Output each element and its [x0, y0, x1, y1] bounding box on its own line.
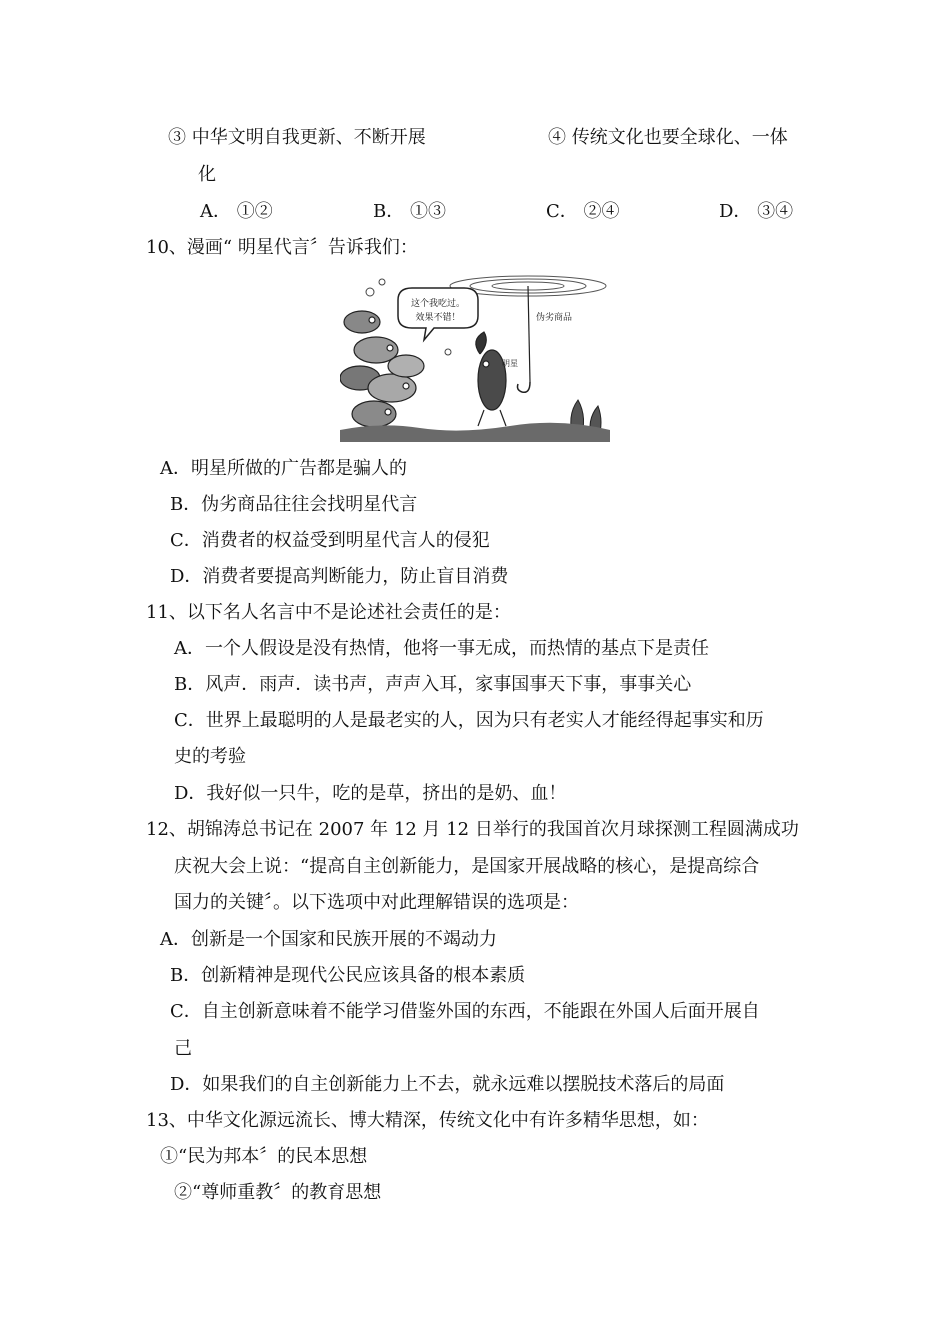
choice-value: ②④ [583, 201, 620, 222]
hook-label: 伪劣商品 [536, 313, 573, 323]
q12-option-c[interactable]: C．自主创新意味着不能学习借鉴外国的东西，不能跟在外国人后面开展自 [170, 1001, 760, 1022]
q11-option-d[interactable]: D．我好似一只牛，吃的是草，挤出的是奶、血！ [174, 783, 567, 804]
q11-option-c-continuation: 史的考验 [174, 746, 246, 767]
q13-item-2: ②“尊师重教〞的教育思想 [174, 1182, 382, 1203]
q10-option-c[interactable]: C．消费者的权益受到明星代言人的侵犯 [170, 530, 490, 551]
choice-letter: D． [719, 201, 752, 222]
speech-line-2: 效果不错！ [415, 313, 461, 323]
q11-option-a[interactable]: A．一个人假设是没有热情，他将一事无成，而热情的基点下是责任 [174, 638, 709, 659]
q13-stem: 13、中华文化源远流长、博大精深，传统文化中有许多精华思想，如： [146, 1110, 709, 1131]
q9-item-3: ③ 中华文明自我更新、不断开展 [168, 127, 426, 148]
q12-option-d[interactable]: D．如果我们的自主创新能力上不去，就永远难以摆脱技术落后的局面 [170, 1074, 725, 1095]
q10-option-d[interactable]: D．消费者要提高判断能力，防止盲目消费 [170, 566, 509, 587]
q10-stem: 10、漫画“ 明星代言〞告诉我们： [146, 237, 418, 258]
q9-choice-b[interactable] [373, 200, 446, 224]
q11-option-b[interactable]: B．风声．雨声．读书声，声声入耳，家事国事天下事，事事关心 [174, 674, 692, 695]
q9-item-4: ④ 传统文化也要全球化、一体 [548, 127, 788, 148]
q11-option-c[interactable]: C．世界上最聪明的人是最老实的人，因为只有老实人才能经得起事实和历 [174, 710, 764, 731]
q10-option-b[interactable]: B．伪劣商品往往会找明星代言 [170, 494, 418, 515]
q13-item-1: ①“民为邦本〞的民本思想 [160, 1146, 368, 1167]
q12-option-c-continuation: 己 [174, 1038, 192, 1059]
q9-choice-d[interactable] [719, 200, 793, 224]
choice-letter: B． [373, 201, 405, 222]
choice-letter: A． [200, 201, 231, 222]
q9-choice-c[interactable] [546, 200, 620, 224]
choice-value: ①③ [409, 201, 446, 222]
star-endorsement-cartoon [340, 270, 610, 442]
choice-value: ③④ [757, 201, 794, 222]
q12-option-b[interactable]: B．创新精神是现代公民应该具备的根本素质 [170, 965, 526, 986]
q12-stem-line-2: 庆祝大会上说：“提高自主创新能力，是国家开展战略的核心，是提高综合 [174, 856, 760, 877]
star-label: 明星 [502, 359, 518, 368]
choice-letter: C． [546, 201, 578, 222]
q12-option-a[interactable]: A．创新是一个国家和民族开展的不竭动力 [160, 929, 497, 950]
q9-choice-a[interactable] [200, 200, 273, 224]
speech-line-1: 这个我吃过。 [410, 299, 466, 309]
q10-option-a[interactable]: A．明星所做的广告都是骗人的 [160, 458, 407, 479]
q12-stem-line-3: 国力的关键〞。以下选项中对此理解错误的选项是： [174, 892, 579, 913]
q9-item-4-continuation: 化 [198, 164, 216, 185]
q12-stem-line-1: 12、胡锦涛总书记在 2007 年 12 月 12 日举行的我国首次月球探测工程圆满成功 [146, 819, 799, 840]
q11-stem: 11、以下名人名言中不是论述社会责任的是： [146, 602, 511, 623]
choice-value: ①② [236, 201, 273, 222]
